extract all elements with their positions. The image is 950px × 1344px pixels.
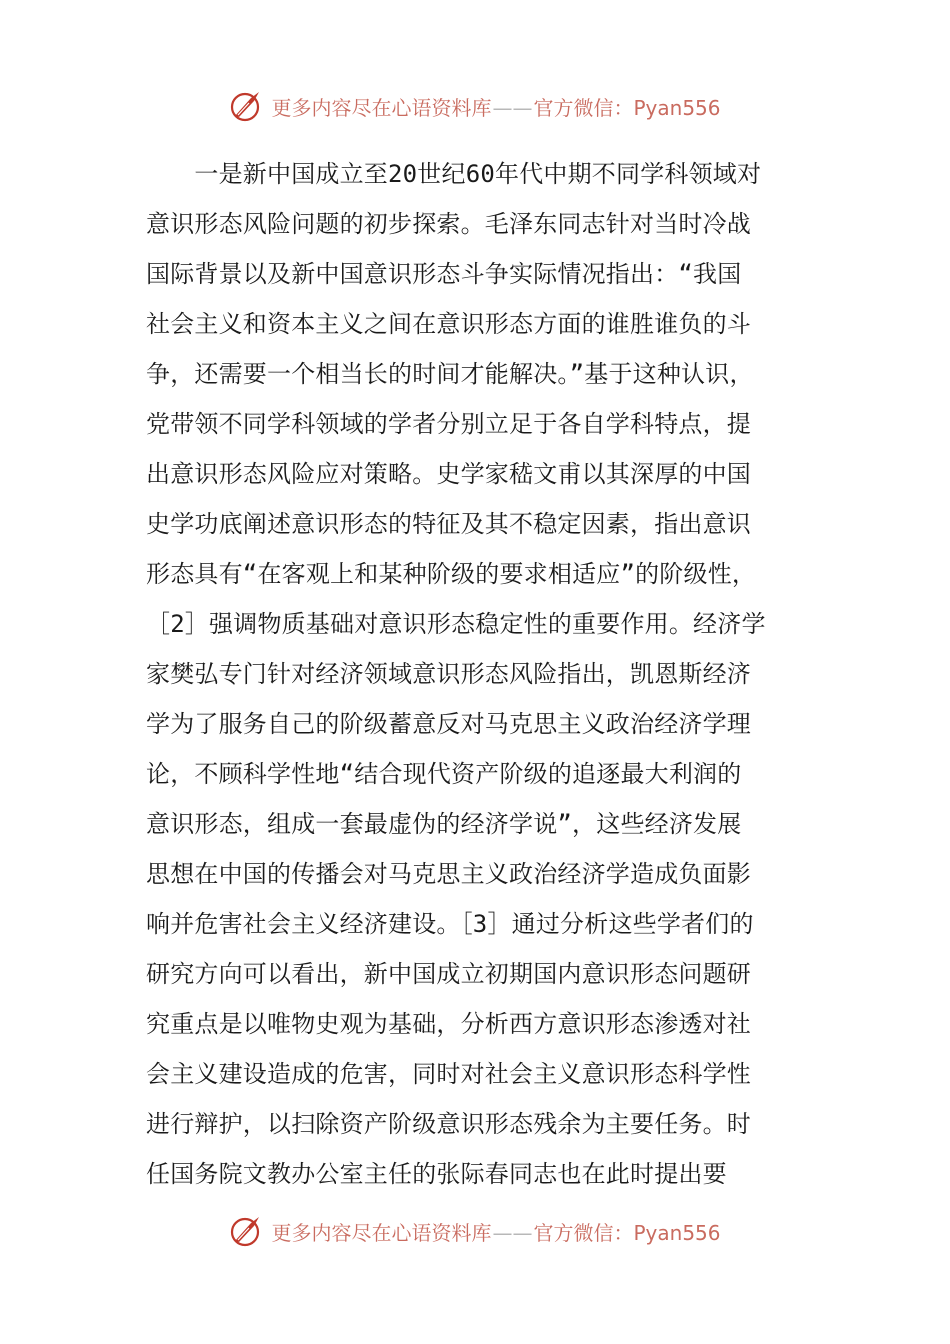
watermark-site-text: 更多内容尽在心语资料库	[271, 95, 492, 120]
text-line: 社会主义和资本主义之间在意识形态方面的谁胜谁负的斗	[146, 310, 751, 338]
text-line: 意识形态风险问题的初步探索。毛泽东同志针对当时冷战	[146, 210, 751, 238]
watermark-site-text: 更多内容尽在心语资料库	[271, 1220, 492, 1245]
body-text	[146, 149, 806, 1199]
text-line: 家樊弘专门针对经济领域意识形态风险指出，凯恩斯经济	[146, 660, 751, 688]
watermark-wechat-id: Pyan556	[633, 95, 721, 120]
text-line: 究重点是以唯物史观为基础，分析西方意识形态渗透对社	[146, 1010, 751, 1038]
watermark-banner-bottom	[0, 1211, 950, 1251]
text-line: 学为了服务自己的阶级蓄意反对马克思主义政治经济学理	[146, 710, 751, 738]
watermark-wechat-label: 官方微信：	[533, 95, 634, 120]
text-line: 出意识形态风险应对策略。史学家嵇文甫以其深厚的中国	[146, 460, 751, 488]
text-line: 意识形态，组成一套最虚伪的经济学说”，这些经济发展	[146, 810, 742, 838]
watermark-banner-top	[0, 86, 950, 126]
text-line: 论，不顾科学性地“结合现代资产阶级的追逐最大利润的	[146, 760, 742, 788]
text-line: 一是新中国成立至20世纪60年代中期不同学科领域对	[146, 160, 762, 188]
watermark-separator: ——	[492, 1220, 533, 1245]
quill-pen-circle-icon	[229, 1214, 263, 1248]
watermark-separator: ——	[492, 95, 533, 120]
text-line: 响并危害社会主义经济建设。［3］通过分析这些学者们的	[146, 910, 754, 938]
text-line: 党带领不同学科领域的学者分别立足于各自学科特点，提	[146, 410, 751, 438]
text-line: 进行辩护，以扫除资产阶级意识形态残余为主要任务。时	[146, 1110, 751, 1138]
text-line: 形态具有“在客观上和某种阶级的要求相适应”的阶级性，	[146, 560, 757, 588]
text-line: 任国务院文教办公室主任的张际春同志也在此时提出要	[146, 1160, 727, 1188]
text-line: ［2］强调物质基础对意识形态稳定性的重要作用。经济学	[146, 610, 766, 638]
watermark-wechat-label: 官方微信：	[533, 1220, 634, 1245]
text-line: 争，还需要一个相当长的时间才能解决。”基于这种认识，	[146, 360, 754, 388]
watermark-text	[271, 1217, 720, 1246]
text-line: 研究方向可以看出，新中国成立初期国内意识形态问题研	[146, 960, 751, 988]
watermark-wechat-id: Pyan556	[633, 1220, 721, 1245]
text-line: 思想在中国的传播会对马克思主义政治经济学造成负面影	[146, 860, 751, 888]
text-line: 史学功底阐述意识形态的特征及其不稳定因素，指出意识	[146, 510, 751, 538]
quill-pen-circle-icon	[229, 89, 263, 123]
text-line: 会主义建设造成的危害，同时对社会主义意识形态科学性	[146, 1060, 751, 1088]
watermark-text	[271, 92, 720, 121]
text-line: 国际背景以及新中国意识形态斗争实际情况指出：“我国	[146, 260, 742, 288]
